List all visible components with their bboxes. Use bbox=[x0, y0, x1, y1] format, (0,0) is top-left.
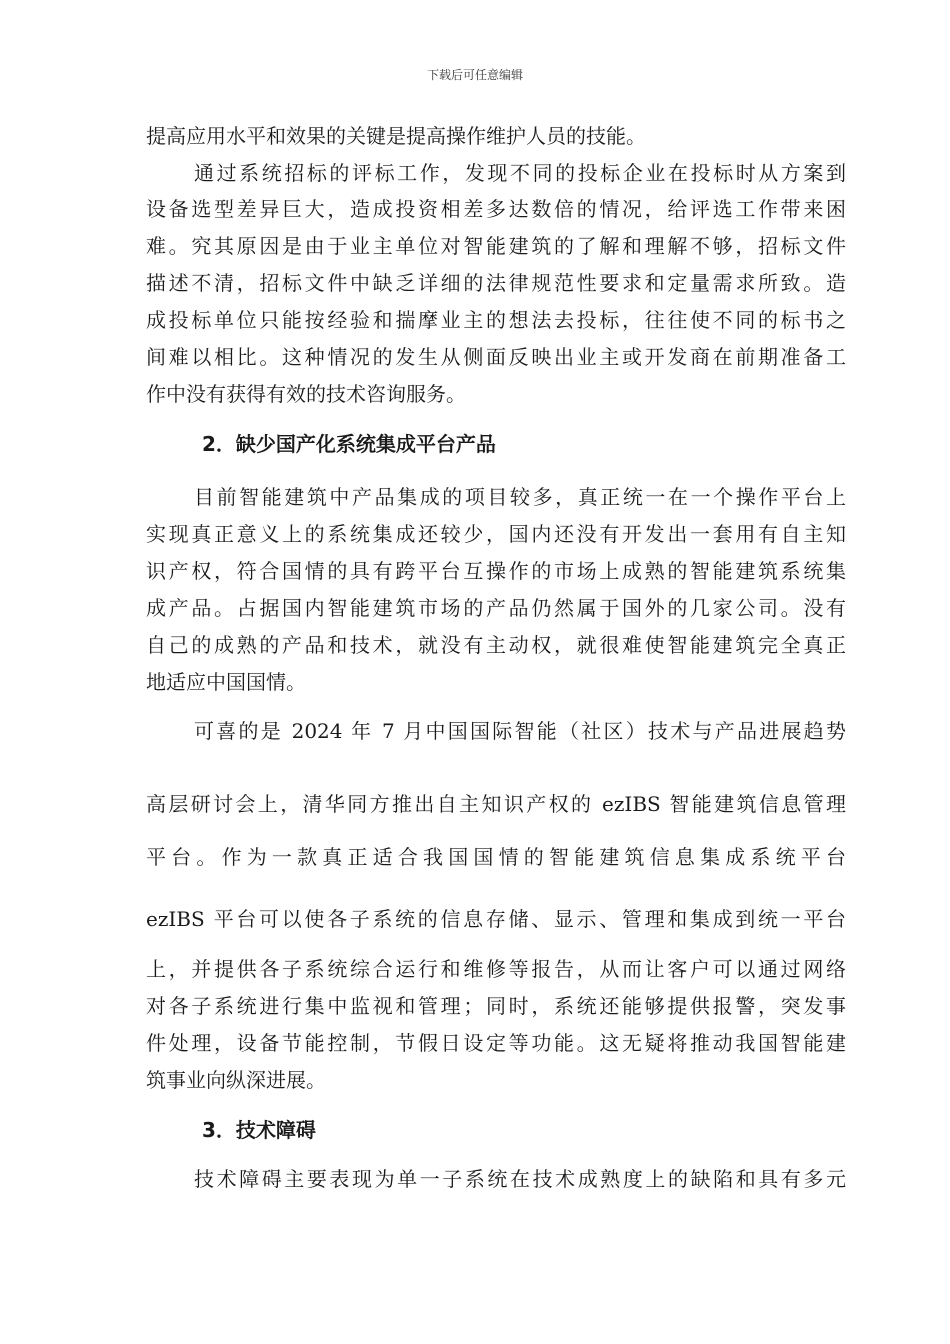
paragraph-line: 上，并提供各子系统综合运行和维修等报告，从而让客户可以通过网络 bbox=[146, 957, 846, 981]
paragraph-line: 通过系统招标的评标工作，发现不同的投标企业在投标时从方案到 bbox=[194, 161, 846, 185]
paragraph-line: 成投标单位只能按经验和揣摩业主的想法去投标，往往使不同的标书之 bbox=[146, 308, 846, 332]
paragraph-line: 实现真正意义上的系统集成还较少，国内还没有开发出一套用有自主知 bbox=[146, 522, 846, 546]
paragraph-line: 成产品。占据国内智能建筑市场的产品仍然属于国外的几家公司。没有 bbox=[146, 596, 846, 620]
paragraph-line: 识产权，符合国情的具有跨平台互操作的市场上成熟的智能建筑系统集 bbox=[146, 559, 846, 583]
paragraph-line: 难。究其原因是由于业主单位对智能建筑的了解和理解不够，招标文件 bbox=[146, 234, 846, 258]
paragraph-line: 目前智能建筑中产品集成的项目较多，真正统一在一个操作平台上 bbox=[194, 485, 846, 509]
paragraph-line: 提高应用水平和效果的关键是提高操作维护人员的技能。 bbox=[146, 124, 646, 148]
paragraph-line: 筑事业向纵深进展。 bbox=[146, 1068, 326, 1092]
paragraph-line: 地适应中国国情。 bbox=[146, 670, 306, 694]
section-heading: 3．技术障碍 bbox=[202, 1118, 316, 1142]
paragraph-line: 高层研讨会上，清华同方推出自主知识产权的 ezIBS 智能建筑信息管理 bbox=[146, 792, 846, 816]
paragraph-line: 件处理，设备节能控制，节假日设定等功能。这无疑将推动我国智能建 bbox=[146, 1031, 846, 1055]
paragraph-line: 平台。作为一款真正适合我国国情的智能建筑信息集成系统平台 bbox=[146, 845, 846, 869]
paragraph-line: 可喜的是 2024 年 7 月中国国际智能（社区）技术与产品进展趋势 bbox=[194, 719, 846, 743]
page-header: 下载后可任意编辑 bbox=[426, 68, 523, 82]
paragraph-line: 描述不清，招标文件中缺乏详细的法律规范性要求和定量需求所致。造 bbox=[146, 271, 846, 295]
paragraph-line: 对各子系统进行集中监视和管理；同时，系统还能够提供报警，突发事 bbox=[146, 994, 846, 1018]
section-heading: 2．缺少国产化系统集成平台产品 bbox=[202, 432, 496, 456]
paragraph-line: ezIBS 平台可以使各子系统的信息存储、显示、管理和集成到统一平台 bbox=[146, 907, 846, 931]
paragraph-line: 作中没有获得有效的技术咨询服务。 bbox=[146, 382, 466, 406]
paragraph-line: 技术障碍主要表现为单一子系统在技术成熟度上的缺陷和具有多元 bbox=[194, 1167, 846, 1191]
paragraph-line: 间难以相比。这种情况的发生从侧面反映出业主或开发商在前期准备工 bbox=[146, 345, 846, 369]
paragraph-line: 设备选型差异巨大，造成投资相差多达数倍的情况，给评选工作带来困 bbox=[146, 197, 846, 221]
paragraph-line: 自己的成熟的产品和技术，就没有主动权，就很难使智能建筑完全真正 bbox=[146, 633, 846, 657]
